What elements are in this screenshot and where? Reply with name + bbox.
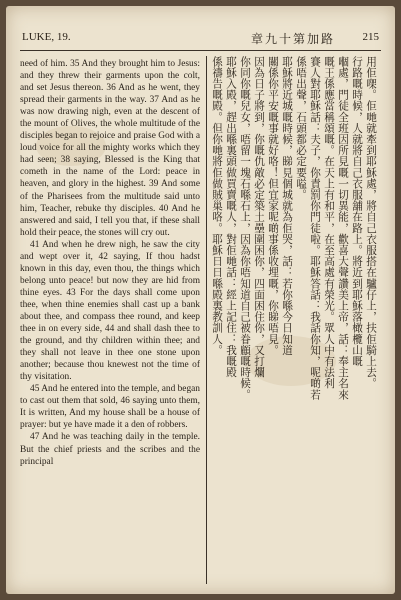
- english-text-column: [20, 58, 200, 578]
- chinese-text-column: [211, 56, 379, 582]
- chinese-vertical-line: 耶穌將近城嘅時候，睇見個城就為佢哭，話：若你喺今日知道: [281, 56, 293, 356]
- english-paragraph: 41 And when he drew nigh, he saw the city and wept over it, 42 saying, If thou hadst known in this day, even thou, the things which belong unto peace! but now they are hid from thine eyes. 43 For the days shall come upon thee, when thine enemies shall cast up a bank about thee, and compass thee round, and keep thee in on every side, 44 and shall dash thee to the ground, and thy children within thee; and they shall not leave in thee one stone upon another; because thou knewest not the time of thy visitation.: [20, 239, 200, 383]
- english-paragraph: 47 And he was teaching daily in the temple. But the chief priests and the scribes and the principal: [20, 432, 200, 467]
- chinese-vertical-line: 行路嘅時候，人就將自己衣服舖在路上。將近到耶穌落橄欖山嘅: [351, 56, 363, 367]
- book-chapter-label: LUKE, 19.: [22, 31, 71, 43]
- chinese-vertical-line: 嘅王係應當稱頌嘅。在天上有和平，在至高處有榮光。眾人中有法利: [323, 56, 335, 389]
- chinese-vertical-line: 賽人對耶穌話：夫子，你責罰你門徒啦。耶穌答話：我話你知，呢啲若: [309, 56, 321, 401]
- chinese-vertical-line: 耶穌入殿，趕出喺裏頭做買賣嘅人，對佢哋話：經上記住：我嘅殿: [225, 56, 237, 378]
- chinese-vertical-line: 因為日子將到，你嘅仇敵必定築土壘圍困你，四面困住你，又打爛: [253, 56, 265, 378]
- chinese-vertical-line: 用佢㗎。佢哋就牽到耶穌處，將自己衣服搭在驢仔上，扶佢騎上去。: [365, 56, 377, 389]
- chinese-vertical-line: 關係你平安嘅事就好咯！但宜家呢啲事係收埋嘅，你睇唔見。: [267, 56, 279, 356]
- chinese-vertical-line: 嗰處，門徒全班因所見嘅一切異能，歡喜大聲讚美上帝，話：奉主名來: [337, 56, 349, 401]
- chinese-vertical-line: 你同你嘅兒女，唔留一塊石喺石上，因為你唔知道自己被眷顧嘅時候。: [239, 56, 251, 401]
- page-number: 215: [362, 31, 379, 43]
- chinese-chapter-label: 章九十第加路: [250, 32, 335, 46]
- english-paragraph: need of him. 35 And they brought him to Jesus: and they threw their garments upon the colt, and set Jesus thereon. 36 And as he went, they spread their garments in the way. 37 And as he was now drawing nigh, even at the descent of the mount of Olives, the whole multitude of the disciples began to rejoice and praise God with a loud voice for all the mighty works which they had seen; 38 saying, Blessed is the King that cometh in the name of the Lord: peace in heaven, and glory in the highest. 39 And some of the Pharisees from the multitude said unto him, Teacher, rebuke thy disciples. 40 And he answered and said, I tell you that, if these shall hold their peace, the stones will cry out.: [20, 59, 200, 238]
- book-page: [6, 6, 395, 594]
- chinese-vertical-line: 係禱告嘅殿。但你哋將佢做賊巢咯。耶穌日日喺殿裏教訓人。: [211, 56, 223, 356]
- chinese-vertical-line: 係唔出聲，石頭都必定要嗌。: [295, 56, 307, 201]
- page-header: [20, 28, 381, 51]
- column-divider: [206, 56, 207, 584]
- english-paragraph: 45 And he entered into the temple, and began to cast out them that sold, 46 saying unto them, It is written, And my house shall be a house of prayer: but ye have made it a den of robbers.: [20, 384, 200, 431]
